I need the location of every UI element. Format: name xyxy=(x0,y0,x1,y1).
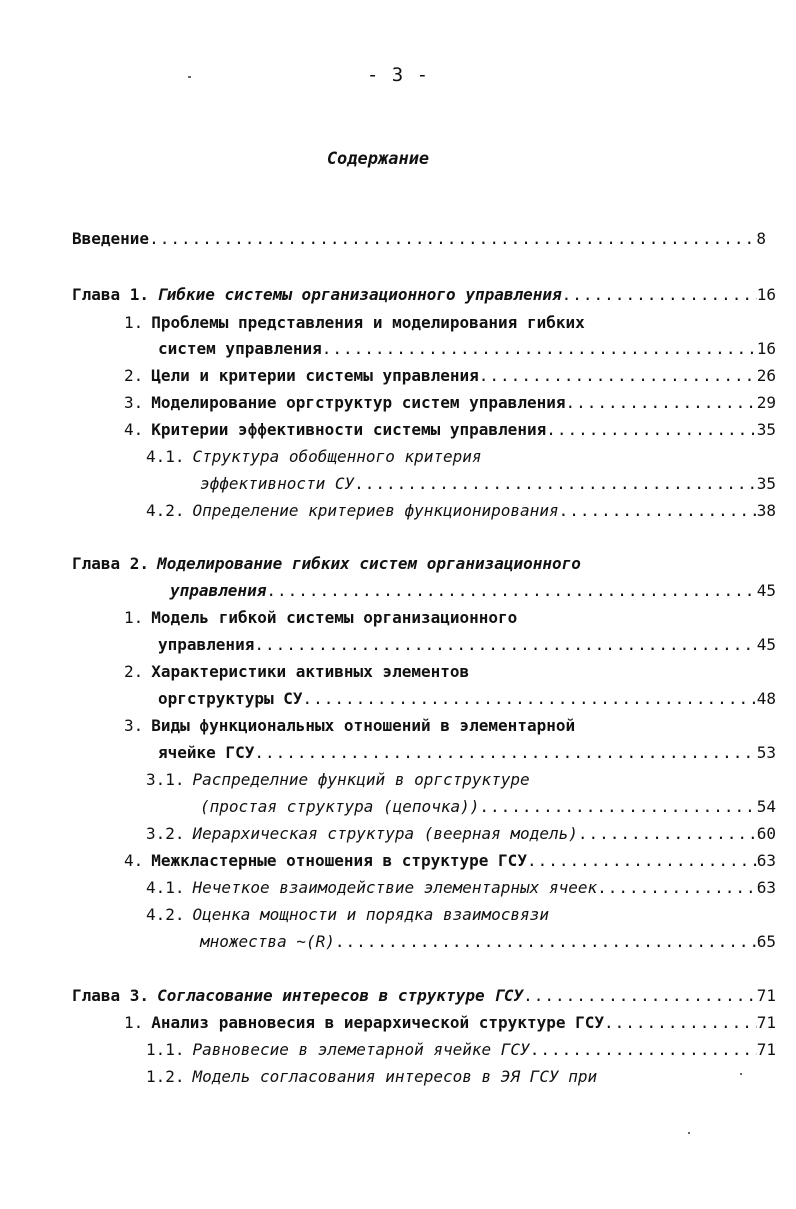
dot-leader xyxy=(335,931,757,953)
subsection-number: 3.2. xyxy=(146,824,185,843)
toc-subsection-3-1-1 xyxy=(146,1039,776,1061)
section-title: Моделирование оргструктур систем управления xyxy=(151,393,566,412)
toc-section-1-2 xyxy=(124,365,776,387)
toc-page-number: 45 xyxy=(756,635,776,654)
dot-leader xyxy=(479,796,756,818)
section-number: 3. xyxy=(124,393,144,412)
toc-chapter-1 xyxy=(72,284,776,306)
subsection-title: Структура обобщенного критерия xyxy=(192,447,482,466)
toc-page-number: 29 xyxy=(756,393,776,412)
subsection-title: Равновесие в элеметарной ячейке ГСУ xyxy=(192,1040,530,1059)
chapter-title-cont: управления xyxy=(170,581,267,600)
toc-page-number: 48 xyxy=(756,689,776,708)
chapter-label: Глава 1. xyxy=(72,285,150,304)
section-title: Анализ равновесия в иерархической структуре ГСУ xyxy=(151,1013,605,1032)
toc-page-number: 26 xyxy=(756,366,776,385)
toc-page-number: 53 xyxy=(756,743,776,762)
scan-speck xyxy=(188,76,191,78)
section-title: Проблемы представления и моделирования гибких xyxy=(151,313,585,332)
section-title-cont: систем управления xyxy=(158,339,322,358)
toc-subsection-2-3-1-cont xyxy=(200,796,776,818)
scan-speck xyxy=(688,1132,690,1134)
toc-page-number: 8 xyxy=(756,229,766,248)
toc-page-number: 16 xyxy=(756,285,776,304)
dot-leader xyxy=(527,850,757,872)
dot-leader xyxy=(149,228,756,250)
subsection-title: Иерархическая структура (веерная модель) xyxy=(192,824,578,843)
toc-section-2-1 xyxy=(124,607,776,629)
dot-leader xyxy=(254,742,756,764)
chapter-label: Глава 3. xyxy=(72,986,150,1005)
toc-chapter-3 xyxy=(72,985,776,1007)
toc-page-number: 71 xyxy=(756,986,776,1005)
subsection-title: Нечеткое взаимодействие элементарных ячеек xyxy=(192,878,598,897)
toc-page-number: 16 xyxy=(756,339,776,358)
toc-page-number: 35 xyxy=(756,420,776,439)
section-title: Характеристики активных элементов xyxy=(151,662,470,681)
toc-section-2-1-cont xyxy=(158,634,776,656)
section-number: 4. xyxy=(124,420,144,439)
toc-subsection-1-4-1-cont xyxy=(200,473,776,495)
section-number: 1. xyxy=(124,1013,144,1032)
chapter-label: Глава 2. xyxy=(72,554,150,573)
section-number: 1. xyxy=(124,313,144,332)
subsection-number: 4.1. xyxy=(146,878,185,897)
toc-page-number: 65 xyxy=(756,932,776,951)
section-number: 4. xyxy=(124,851,144,870)
section-title: Виды функциональных отношений в элементарной xyxy=(151,716,576,735)
scan-speck xyxy=(740,1073,742,1075)
section-title: Межкластерные отношения в структуре ГСУ xyxy=(151,851,527,870)
dot-leader xyxy=(597,877,757,899)
section-title-cont: ячейке ГСУ xyxy=(158,743,255,762)
dot-leader xyxy=(303,688,757,710)
toc-page-number: 45 xyxy=(756,581,776,600)
subsection-title: Распределние функций в оргструктуре xyxy=(192,770,530,789)
toc-page-number: 38 xyxy=(756,501,776,520)
dot-leader xyxy=(322,338,757,360)
dot-leader xyxy=(562,284,757,306)
toc-subsection-2-4-1 xyxy=(146,877,776,899)
section-title: Модель гибкой системы организационного xyxy=(151,608,518,627)
dot-leader xyxy=(565,392,756,414)
chapter-title: Гибкие системы организационного управления xyxy=(157,285,562,304)
toc-section-1-1 xyxy=(124,312,776,334)
toc-page-number: 35 xyxy=(756,474,776,493)
toc-chapter-2-cont xyxy=(170,580,776,602)
subsection-number: 4.2. xyxy=(146,501,185,520)
dot-leader xyxy=(604,1012,757,1034)
dot-leader xyxy=(254,634,756,656)
toc-subsection-2-3-2 xyxy=(146,823,776,845)
toc-subsection-1-4-2 xyxy=(146,500,776,522)
page-title: Содержание xyxy=(326,149,430,169)
toc-page-number: 71 xyxy=(756,1040,776,1059)
subsection-number: 1.1. xyxy=(146,1040,185,1059)
dot-leader xyxy=(578,823,757,845)
toc-section-2-4 xyxy=(124,850,776,872)
toc-section-1-1-cont xyxy=(158,338,776,360)
dot-leader xyxy=(354,473,757,495)
toc-subsection-1-4-1 xyxy=(146,446,776,468)
section-title: Цели и критерии системы управления xyxy=(151,366,479,385)
dot-leader xyxy=(479,365,757,387)
toc-section-3-1 xyxy=(124,1012,776,1034)
toc-section-2-3 xyxy=(124,715,776,737)
toc-section-1-4 xyxy=(124,419,776,441)
toc-subsection-2-4-2 xyxy=(146,904,776,926)
subsection-number: 1.2. xyxy=(146,1067,185,1086)
toc-section-2-3-cont xyxy=(158,742,776,764)
toc-page-number: 63 xyxy=(756,851,776,870)
toc-entry-intro xyxy=(72,228,766,250)
section-number: 2. xyxy=(124,366,144,385)
dot-leader xyxy=(530,1039,757,1061)
subsection-title: Определение критериев функционирования xyxy=(192,501,559,520)
dot-leader xyxy=(266,580,756,602)
toc-entry-label: Введение xyxy=(72,229,150,248)
dot-leader xyxy=(546,419,757,441)
subsection-number: 4.2. xyxy=(146,905,185,924)
toc-section-2-2 xyxy=(124,661,776,683)
toc-subsection-3-1-2 xyxy=(146,1066,776,1088)
toc-page-number: 71 xyxy=(756,1013,776,1032)
page-number: - 3 - xyxy=(366,64,430,86)
toc-subsection-2-4-2-cont xyxy=(200,931,776,953)
toc-page-number: 60 xyxy=(756,824,776,843)
chapter-title: Согласование интересов в структуре ГСУ xyxy=(157,986,524,1005)
subsection-title-cont: (простая структура (цепочка)) xyxy=(200,797,480,816)
subsection-number: 4.1. xyxy=(146,447,185,466)
subsection-title: Модель согласования интересов в ЭЯ ГСУ при xyxy=(192,1067,598,1086)
subsection-number: 3.1. xyxy=(146,770,185,789)
toc-page-number: 54 xyxy=(756,797,776,816)
subsection-title-cont: множества ~(R) xyxy=(200,932,335,951)
subsection-title: Оценка мощности и порядка взаимосвязи xyxy=(192,905,549,924)
toc-chapter-2 xyxy=(72,553,776,575)
toc-section-1-3 xyxy=(124,392,776,414)
section-number: 3. xyxy=(124,716,144,735)
section-title-cont: управления xyxy=(158,635,255,654)
section-number: 1. xyxy=(124,608,144,627)
section-title: Критерии эффективности системы управления xyxy=(151,420,547,439)
dot-leader xyxy=(523,985,757,1007)
toc-page-number: 63 xyxy=(756,878,776,897)
chapter-title: Моделирование гибких систем организационного xyxy=(157,554,581,573)
section-title-cont: оргструктуры СУ xyxy=(158,689,303,708)
toc-subsection-2-3-1 xyxy=(146,769,776,791)
dot-leader xyxy=(559,500,757,522)
toc-section-2-2-cont xyxy=(158,688,776,710)
section-number: 2. xyxy=(124,662,144,681)
subsection-title-cont: эффективности СУ xyxy=(200,474,355,493)
